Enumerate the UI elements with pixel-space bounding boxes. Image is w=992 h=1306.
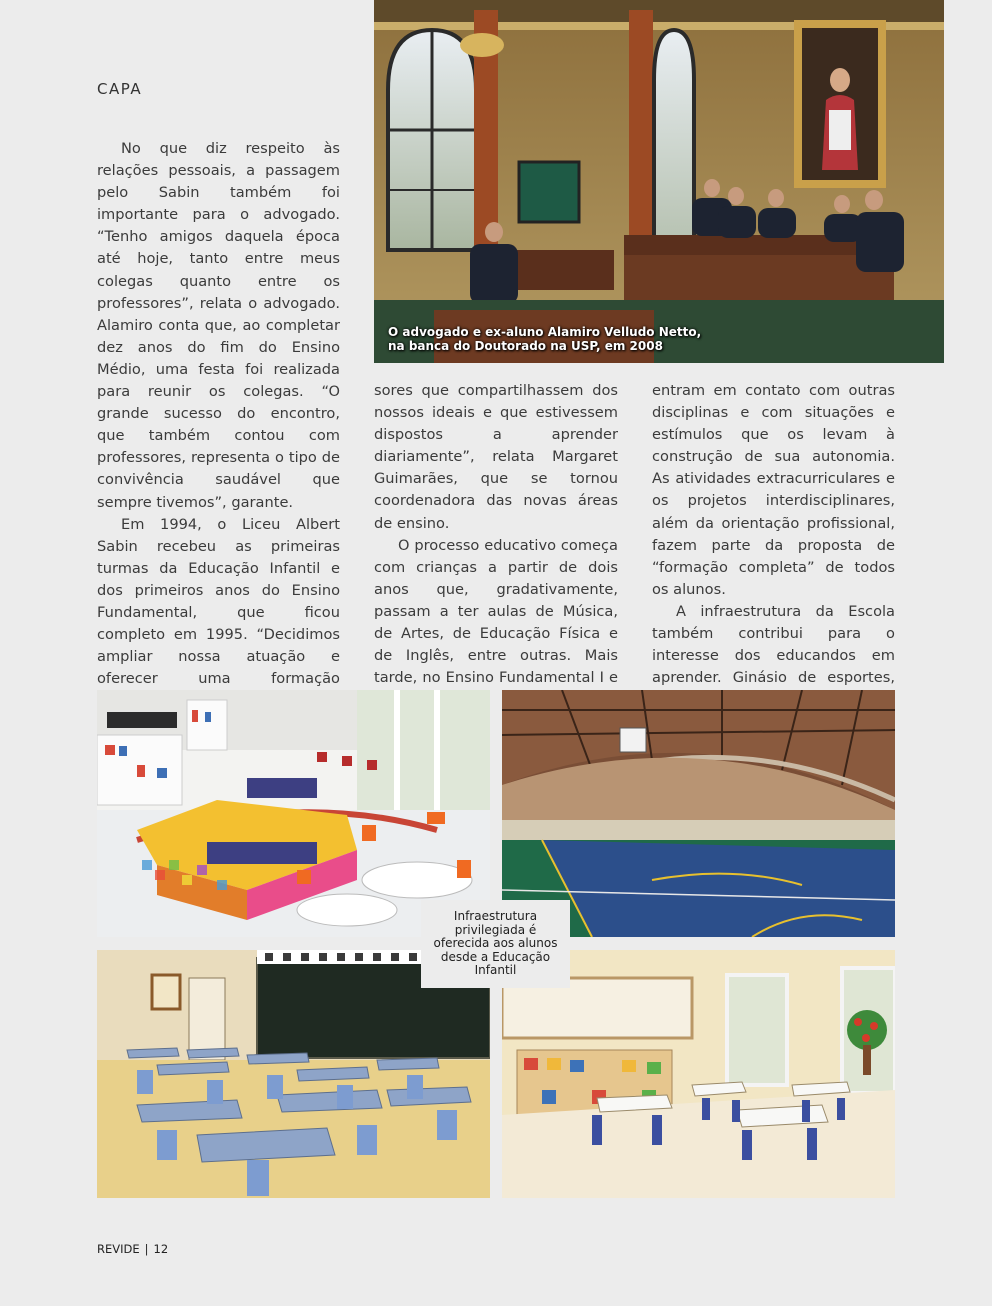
- page-number: 12: [153, 1242, 169, 1256]
- footer-separator: |: [144, 1242, 149, 1256]
- paragraph: entram em contato com outras disciplinas e com situações e estímulos que os levam à construção de sua autonomia. As atividades extracurriculares e os projetos interdisciplinares, além da orientação profissional, fazem parte da proposta de “formação completa” de todos os alunos.: [652, 382, 895, 598]
- text-column-2: [374, 380, 618, 711]
- paragraph: sores que compartilhassem dos nossos ideais e que estivessem dispostos a aprender diariamente”, relata Margaret Guimarães, que se tornou coordenadora das novas áreas de ensino.: [374, 382, 618, 532]
- photo-caption-top: [388, 325, 701, 353]
- caption-line: O advogado e ex-aluno Alamiro Velludo Netto,: [388, 325, 702, 339]
- text-column-3: [652, 380, 895, 711]
- text-column-1: [97, 138, 340, 757]
- caption-line: na banca do Doutorado na USP, em 2008: [388, 339, 663, 353]
- photo-doctoral-panel: [374, 0, 944, 363]
- paragraph: O processo educativo começa com crianças a partir de dois anos que, gradativamente, passam a ter aulas de Música, de Artes, de Educação Física e de Inglês, entre outras. Mais tarde, no Ensino Fundamental I e: [374, 536, 618, 687]
- magazine-name: REVIDE: [97, 1242, 140, 1256]
- paragraph: No que diz respeito às relações pessoais, a passagem pelo Sabin também foi importante para o advogado. “Tenho amigos daquela época até hoje, tanto entre meus colegas quanto entre os professores”, relata o advogado. Alamiro conta que, ao completar dez anos do fim do Ensino Médio, uma festa foi realizada para reunir os colegas. “O grande sucesso do encontro, que também contou com professores, representa o tipo de convivência saudável que sempre tivemos”, garante.: [97, 140, 340, 511]
- photo-caption-center: Infraestrutura privilegiada é oferecida aos alunos desde a Educação Infantil: [421, 900, 570, 988]
- page-footer: [97, 1242, 168, 1256]
- section-label: CAPA: [97, 80, 143, 98]
- paragraph: Em 1994, o Liceu Albert Sabin recebeu as primeiras turmas da Educação Infantil e dos primeiros anos do Ensino Fundamental, que ficou completo em 1995. “Decidimos ampliar nossa atuação e oferecer uma formação: [97, 515, 340, 688]
- paragraph: A infraestrutura da Escola também contribui para o interesse dos educandos em aprender. Ginásio de esportes,: [652, 602, 895, 687]
